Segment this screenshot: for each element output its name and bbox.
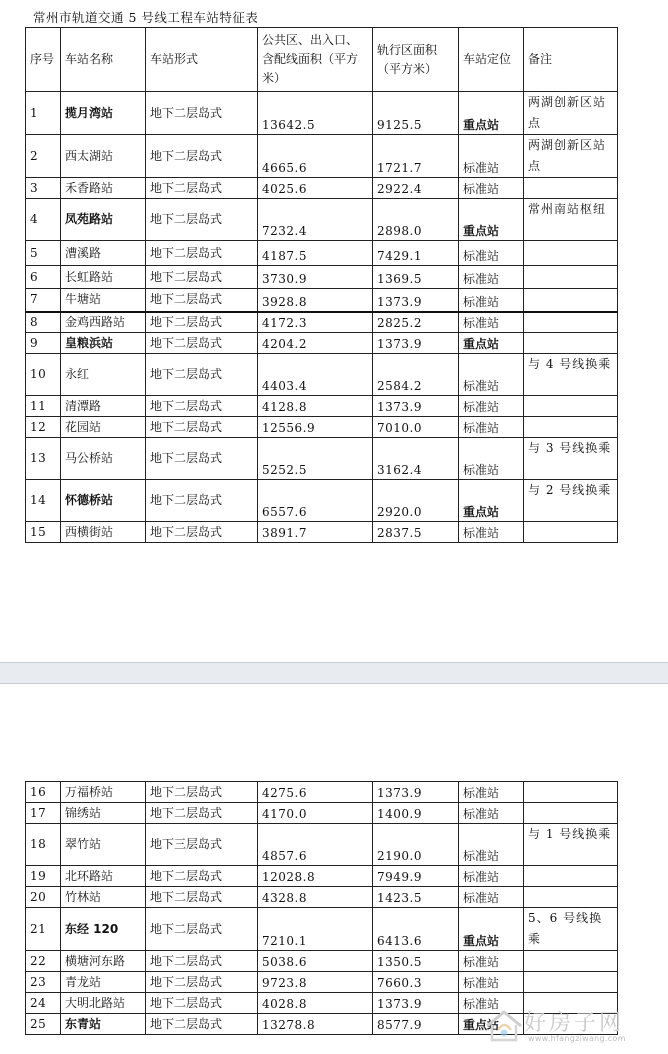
cell-station-form: 地下二层岛式 xyxy=(146,199,258,241)
header-positioning: 车站定位 xyxy=(459,28,524,92)
header-form: 车站形式 xyxy=(146,28,258,92)
table-row xyxy=(26,887,618,908)
cell-public-area: 6557.6 xyxy=(258,480,373,522)
cell-station-form: 地下二层岛式 xyxy=(146,266,258,289)
cell-station-name: 万福桥站 xyxy=(61,782,146,803)
watermark-url: www.hfangziwang.com xyxy=(528,1034,626,1043)
station-table-part-2 xyxy=(25,781,618,1035)
cell-positioning: 标准站 xyxy=(459,312,524,333)
cell-positioning: 重点站 xyxy=(459,908,524,951)
cell-station-form: 地下二层岛式 xyxy=(146,782,258,803)
cell-station-name: 长虹路站 xyxy=(61,266,146,289)
cell-positioning: 重点站 xyxy=(459,199,524,241)
cell-note xyxy=(524,972,618,993)
table-row xyxy=(26,241,618,266)
cell-rail-area: 2837.5 xyxy=(373,522,459,543)
cell-rail-area: 1423.5 xyxy=(373,887,459,908)
header-rail-area: 轨行区面积（平方米） xyxy=(373,28,459,92)
cell-station-form: 地下二层岛式 xyxy=(146,417,258,438)
cell-seq: 9 xyxy=(26,333,61,354)
table-row xyxy=(26,266,618,289)
table-row xyxy=(26,92,618,135)
cell-rail-area: 9125.5 xyxy=(373,92,459,135)
cell-seq: 10 xyxy=(26,354,61,396)
cell-public-area: 3891.7 xyxy=(258,522,373,543)
cell-rail-area: 7660.3 xyxy=(373,972,459,993)
cell-rail-area: 1369.5 xyxy=(373,266,459,289)
cell-seq: 3 xyxy=(26,178,61,199)
cell-public-area: 4665.6 xyxy=(258,135,373,178)
cell-seq: 4 xyxy=(26,199,61,241)
cell-seq: 7 xyxy=(26,289,61,312)
cell-station-form: 地下三层岛式 xyxy=(146,824,258,866)
cell-public-area: 3928.8 xyxy=(258,289,373,312)
cell-positioning: 标准站 xyxy=(459,178,524,199)
cell-station-form: 地下二层岛式 xyxy=(146,241,258,266)
cell-station-name: 禾香路站 xyxy=(61,178,146,199)
table-row xyxy=(26,289,618,312)
cell-station-form: 地下二层岛式 xyxy=(146,951,258,972)
cell-station-form: 地下二层岛式 xyxy=(146,866,258,887)
cell-note: 与 1 号线换乘 xyxy=(524,824,618,866)
cell-station-name: 金鸡西路站 xyxy=(61,312,146,333)
cell-note: 两湖创新区站点 xyxy=(524,135,618,178)
table-body-2 xyxy=(26,782,618,1035)
cell-note: 与 4 号线换乘 xyxy=(524,354,618,396)
cell-note xyxy=(524,241,618,266)
cell-public-area: 4403.4 xyxy=(258,354,373,396)
station-table-part-1 xyxy=(25,27,618,543)
cell-seq: 24 xyxy=(26,993,61,1014)
table-row xyxy=(26,908,618,951)
table-title: 常州市轨道交通 5 号线工程车站特征表 xyxy=(33,10,259,25)
cell-positioning: 重点站 xyxy=(459,92,524,135)
cell-public-area: 9723.8 xyxy=(258,972,373,993)
table-row xyxy=(26,866,618,887)
cell-note: 与 3 号线换乘 xyxy=(524,438,618,480)
cell-station-form: 地下二层岛式 xyxy=(146,354,258,396)
cell-public-area: 4204.2 xyxy=(258,333,373,354)
cell-station-name: 永红 xyxy=(61,354,146,396)
cell-positioning: 标准站 xyxy=(459,289,524,312)
cell-rail-area: 2190.0 xyxy=(373,824,459,866)
cell-note xyxy=(524,289,618,312)
table-row xyxy=(26,417,618,438)
cell-positioning: 标准站 xyxy=(459,241,524,266)
cell-public-area: 4128.8 xyxy=(258,396,373,417)
cell-positioning: 标准站 xyxy=(459,824,524,866)
cell-seq: 13 xyxy=(26,438,61,480)
cell-public-area: 4028.8 xyxy=(258,993,373,1014)
cell-public-area: 4172.3 xyxy=(258,312,373,333)
cell-seq: 17 xyxy=(26,803,61,824)
cell-rail-area: 2920.0 xyxy=(373,480,459,522)
cell-public-area: 4170.0 xyxy=(258,803,373,824)
cell-station-form: 地下二层岛式 xyxy=(146,92,258,135)
cell-rail-area: 1350.5 xyxy=(373,951,459,972)
cell-rail-area: 1721.7 xyxy=(373,135,459,178)
cell-station-form: 地下二层岛式 xyxy=(146,522,258,543)
cell-station-name: 竹林站 xyxy=(61,887,146,908)
document-page-2 xyxy=(0,684,668,1054)
cell-note xyxy=(524,312,618,333)
cell-rail-area: 1373.9 xyxy=(373,289,459,312)
cell-public-area: 5252.5 xyxy=(258,438,373,480)
cell-public-area: 12028.8 xyxy=(258,866,373,887)
cell-station-form: 地下二层岛式 xyxy=(146,178,258,199)
cell-seq: 23 xyxy=(26,972,61,993)
cell-positioning: 标准站 xyxy=(459,866,524,887)
cell-station-name: 清潭路 xyxy=(61,396,146,417)
cell-public-area: 13278.8 xyxy=(258,1014,373,1035)
watermark-text: 好房子网 xyxy=(524,1011,625,1036)
cell-station-name: 翠竹站 xyxy=(61,824,146,866)
cell-station-name: 西横街站 xyxy=(61,522,146,543)
cell-note xyxy=(524,396,618,417)
cell-note: 5、6 号线换乘 xyxy=(524,908,618,951)
cell-seq: 21 xyxy=(26,908,61,951)
table-body-1 xyxy=(26,92,618,543)
cell-station-form: 地下二层岛式 xyxy=(146,289,258,312)
cell-station-name: 怀德桥站 xyxy=(61,480,146,522)
cell-public-area: 5038.6 xyxy=(258,951,373,972)
cell-rail-area: 1400.9 xyxy=(373,803,459,824)
cell-station-form: 地下二层岛式 xyxy=(146,396,258,417)
cell-note xyxy=(524,866,618,887)
cell-rail-area: 1373.9 xyxy=(373,333,459,354)
cell-positioning: 标准站 xyxy=(459,522,524,543)
cell-positioning: 重点站 xyxy=(459,333,524,354)
cell-station-name: 横塘河东路 xyxy=(61,951,146,972)
cell-note xyxy=(524,887,618,908)
cell-positioning: 标准站 xyxy=(459,354,524,396)
cell-note: 与 2 号线换乘 xyxy=(524,480,618,522)
cell-station-form: 地下二层岛式 xyxy=(146,333,258,354)
cell-positioning: 重点站 xyxy=(459,1014,524,1035)
header-seq: 序号 xyxy=(26,28,61,92)
cell-seq: 1 xyxy=(26,92,61,135)
page-gap xyxy=(0,662,668,684)
cell-station-name: 揽月湾站 xyxy=(61,92,146,135)
cell-note xyxy=(524,951,618,972)
cell-station-form: 地下二层岛式 xyxy=(146,887,258,908)
cell-station-name: 北环路站 xyxy=(61,866,146,887)
cell-rail-area: 1373.9 xyxy=(373,396,459,417)
cell-station-form: 地下二层岛式 xyxy=(146,908,258,951)
cell-public-area: 12556.9 xyxy=(258,417,373,438)
cell-positioning: 标准站 xyxy=(459,438,524,480)
cell-note xyxy=(524,803,618,824)
cell-rail-area: 1373.9 xyxy=(373,782,459,803)
cell-public-area: 3730.9 xyxy=(258,266,373,289)
cell-seq: 6 xyxy=(26,266,61,289)
cell-note xyxy=(524,522,618,543)
cell-positioning: 重点站 xyxy=(459,480,524,522)
cell-station-form: 地下二层岛式 xyxy=(146,312,258,333)
cell-positioning: 标准站 xyxy=(459,993,524,1014)
cell-positioning: 标准站 xyxy=(459,887,524,908)
cell-rail-area: 8577.9 xyxy=(373,1014,459,1035)
cell-positioning: 标准站 xyxy=(459,396,524,417)
header-public-area: 公共区、出入口、含配线面积（平方米） xyxy=(258,28,373,92)
cell-seq: 15 xyxy=(26,522,61,543)
cell-seq: 22 xyxy=(26,951,61,972)
table-row xyxy=(26,782,618,803)
cell-station-form: 地下二层岛式 xyxy=(146,1014,258,1035)
cell-seq: 8 xyxy=(26,312,61,333)
header-note: 备注 xyxy=(524,28,618,92)
table-row xyxy=(26,522,618,543)
cell-station-name: 西太湖站 xyxy=(61,135,146,178)
table-row xyxy=(26,178,618,199)
cell-public-area: 4857.6 xyxy=(258,824,373,866)
cell-positioning: 标准站 xyxy=(459,135,524,178)
table-row xyxy=(26,333,618,354)
cell-station-form: 地下二层岛式 xyxy=(146,972,258,993)
table-row xyxy=(26,199,618,241)
cell-note: 两湖创新区站点 xyxy=(524,92,618,135)
table-row xyxy=(26,803,618,824)
table-row xyxy=(26,354,618,396)
cell-station-name: 马公桥站 xyxy=(61,438,146,480)
cell-station-name: 牛塘站 xyxy=(61,289,146,312)
cell-station-form: 地下二层岛式 xyxy=(146,135,258,178)
cell-station-name: 皇粮浜站 xyxy=(61,333,146,354)
cell-rail-area: 6413.6 xyxy=(373,908,459,951)
cell-seq: 2 xyxy=(26,135,61,178)
table-row xyxy=(26,972,618,993)
cell-station-form: 地下二层岛式 xyxy=(146,993,258,1014)
table-row xyxy=(26,951,618,972)
cell-note: 常州南站枢纽 xyxy=(524,199,618,241)
cell-station-name: 凤苑路站 xyxy=(61,199,146,241)
cell-seq: 20 xyxy=(26,887,61,908)
cell-note xyxy=(524,333,618,354)
cell-seq: 5 xyxy=(26,241,61,266)
cell-rail-area: 1373.9 xyxy=(373,993,459,1014)
cell-public-area: 13642.5 xyxy=(258,92,373,135)
cell-seq: 18 xyxy=(26,824,61,866)
watermark xyxy=(484,1004,654,1048)
table-header-row xyxy=(26,28,618,92)
cell-station-name: 大明北路站 xyxy=(61,993,146,1014)
cell-public-area: 7232.4 xyxy=(258,199,373,241)
cell-note xyxy=(524,178,618,199)
cell-positioning: 标准站 xyxy=(459,782,524,803)
table-row xyxy=(26,396,618,417)
table-row xyxy=(26,312,618,333)
table-row xyxy=(26,824,618,866)
cell-positioning: 标准站 xyxy=(459,951,524,972)
cell-station-form: 地下二层岛式 xyxy=(146,480,258,522)
cell-positioning: 标准站 xyxy=(459,417,524,438)
cell-note xyxy=(524,266,618,289)
cell-public-area: 4025.6 xyxy=(258,178,373,199)
cell-rail-area: 7949.9 xyxy=(373,866,459,887)
cell-station-name: 花园站 xyxy=(61,417,146,438)
cell-public-area: 7210.1 xyxy=(258,908,373,951)
cell-rail-area: 2584.2 xyxy=(373,354,459,396)
cell-rail-area: 2898.0 xyxy=(373,199,459,241)
cell-rail-area: 7010.0 xyxy=(373,417,459,438)
cell-seq: 11 xyxy=(26,396,61,417)
cell-note xyxy=(524,417,618,438)
cell-positioning: 标准站 xyxy=(459,972,524,993)
cell-station-name: 东经 120 xyxy=(61,908,146,951)
cell-station-name: 东青站 xyxy=(61,1014,146,1035)
cell-station-name: 锦绣站 xyxy=(61,803,146,824)
cell-station-name: 漕溪路 xyxy=(61,241,146,266)
table-row xyxy=(26,480,618,522)
cell-rail-area: 2825.2 xyxy=(373,312,459,333)
table-row xyxy=(26,438,618,480)
cell-positioning: 标准站 xyxy=(459,266,524,289)
cell-rail-area: 2922.4 xyxy=(373,178,459,199)
cell-public-area: 4275.6 xyxy=(258,782,373,803)
cell-public-area: 4328.8 xyxy=(258,887,373,908)
cell-seq: 14 xyxy=(26,480,61,522)
cell-rail-area: 3162.4 xyxy=(373,438,459,480)
cell-seq: 25 xyxy=(26,1014,61,1035)
table-row xyxy=(26,135,618,178)
cell-station-name: 青龙站 xyxy=(61,972,146,993)
house-logo-icon xyxy=(484,1008,524,1044)
cell-seq: 12 xyxy=(26,417,61,438)
cell-seq: 19 xyxy=(26,866,61,887)
cell-note xyxy=(524,782,618,803)
cell-station-form: 地下二层岛式 xyxy=(146,803,258,824)
cell-public-area: 4187.5 xyxy=(258,241,373,266)
cell-station-form: 地下二层岛式 xyxy=(146,438,258,480)
cell-positioning: 标准站 xyxy=(459,803,524,824)
header-name: 车站名称 xyxy=(61,28,146,92)
cell-rail-area: 7429.1 xyxy=(373,241,459,266)
cell-seq: 16 xyxy=(26,782,61,803)
